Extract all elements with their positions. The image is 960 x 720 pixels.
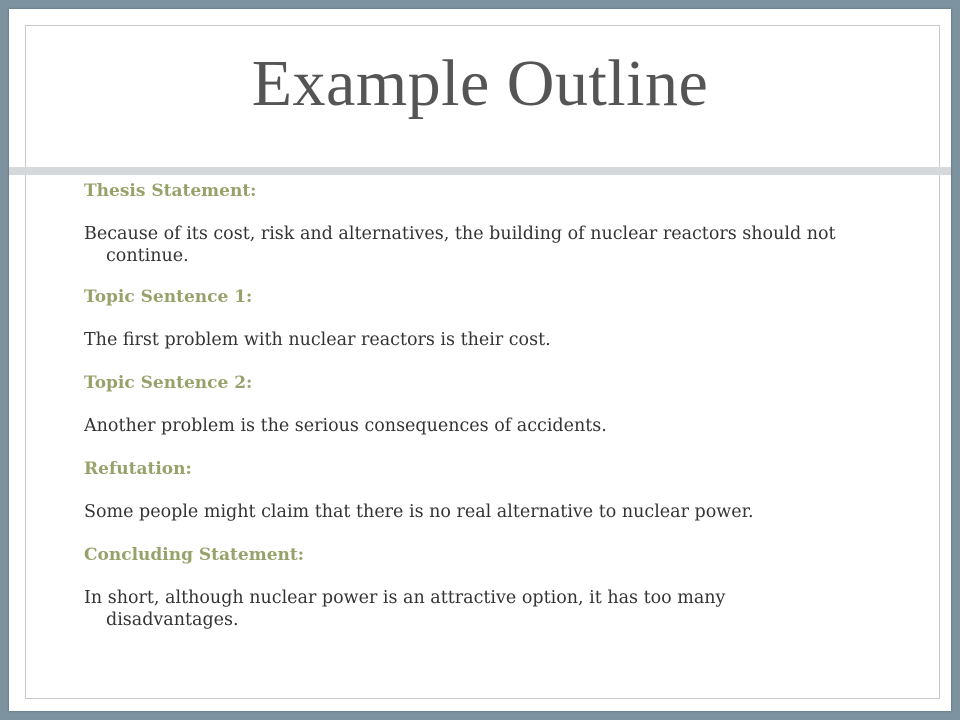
- outline-content: [84, 180, 854, 652]
- section-text-topic-2: Another problem is the serious consequences of accidents.: [84, 416, 607, 436]
- section-text-conclusion: In short, although nuclear power is an attractive option, it has too many disadvantages.: [84, 588, 726, 630]
- slide: [9, 9, 951, 711]
- section-label-thesis: Thesis Statement:: [84, 181, 257, 201]
- section-label-refutation: Refutation:: [84, 459, 192, 479]
- title-divider: [9, 167, 951, 175]
- section-label-topic-2: Topic Sentence 2:: [84, 373, 253, 393]
- section-text-refutation: Some people might claim that there is no real alternative to nuclear power.: [84, 502, 754, 522]
- section-text-thesis: Because of its cost, risk and alternatives, the building of nuclear reactors should not continue.: [84, 224, 836, 266]
- section-text-topic-1: The first problem with nuclear reactors is their cost.: [84, 330, 551, 350]
- slide-title: Example Outline: [251, 47, 709, 120]
- section-label-topic-1: Topic Sentence 1:: [84, 287, 253, 307]
- section-label-conclusion: Concluding Statement:: [84, 545, 305, 565]
